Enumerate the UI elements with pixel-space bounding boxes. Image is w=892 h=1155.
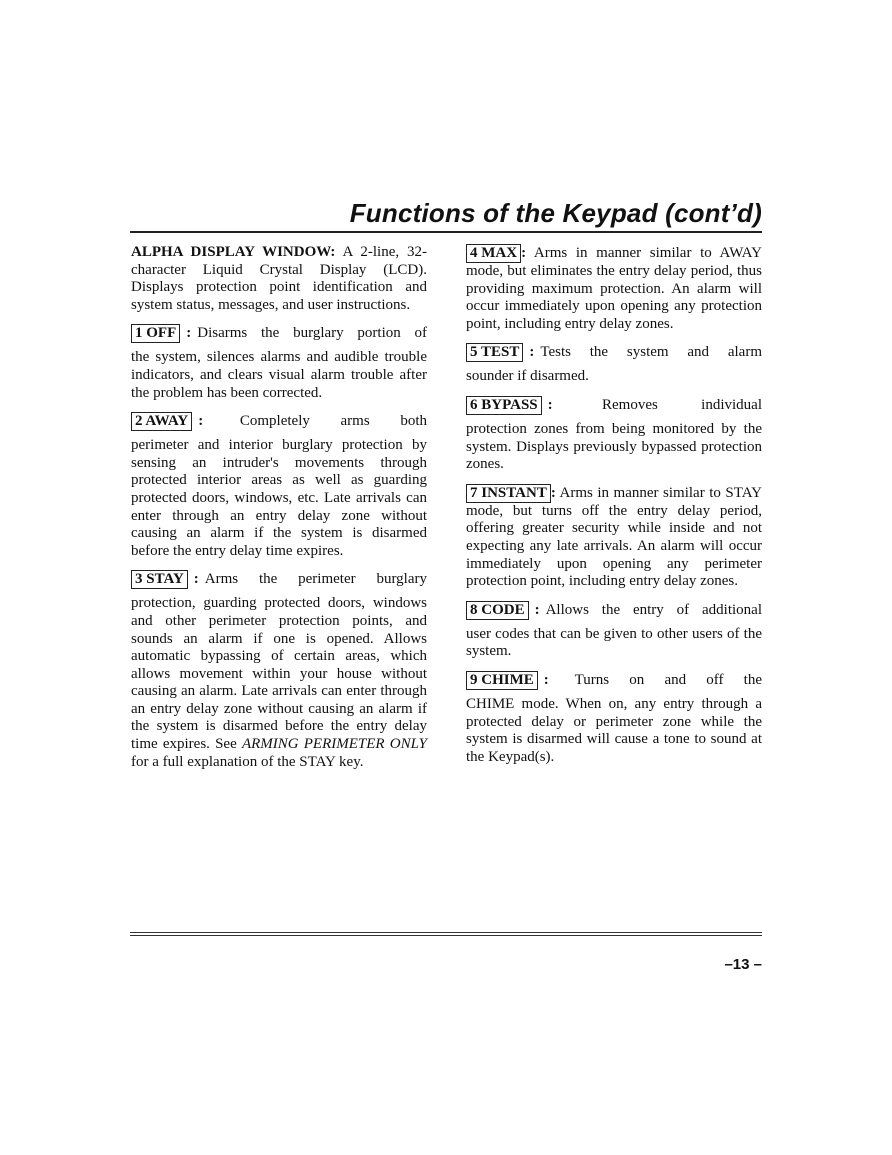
chime-key-entry: [466, 671, 762, 766]
bypass-key-entry: [466, 396, 762, 474]
stay-key-tail: for a full explanation of the STAY key.: [131, 753, 364, 770]
page-title: Functions of the Keypad (cont’d): [349, 198, 762, 228]
away-key-first: Completely arms both: [239, 413, 427, 430]
title-rule: [130, 231, 762, 233]
arming-perimeter-reference: ARMING PERIMETER ONLY: [241, 736, 427, 753]
code-key: 8 CODE: [466, 601, 529, 620]
page-number: –13 –: [724, 956, 762, 973]
code-key-colon: :: [534, 601, 540, 618]
code-key-first: Allows the entry of additional: [545, 601, 762, 618]
code-key-text: user codes that can be given to other users of the system.: [466, 625, 762, 660]
away-key-text: perimeter and interior burglary protection by sensing an intruder's movements through protected interior areas as well as guarding protected doors, windows, etc. Late arrivals can enter through an entry delay zone without causing an alarm if the system is disarmed before the entry delay time expires.: [131, 437, 427, 559]
right-column: [466, 244, 762, 776]
off-key-text: the system, silences alarms and audible trouble indicators, and clears visual alarm trouble after the problem has been corrected.: [131, 349, 427, 401]
footer-rule: [130, 932, 762, 936]
off-key-first: Disarms the burglary portion of: [197, 325, 427, 342]
off-key: 1 OFF: [131, 324, 180, 343]
stay-key-colon: :: [193, 571, 199, 588]
instant-key: 7 INSTANT: [466, 484, 551, 503]
alpha-display-text: A 2-line, 32-character Liquid Crystal Display (LCD). Displays protection point identification and system status, messages, and user instructions.: [131, 244, 427, 313]
instant-key-colon: :: [550, 484, 556, 501]
chime-key-line: [466, 671, 762, 690]
away-key-colon: :: [198, 413, 204, 430]
max-key-entry: [466, 244, 762, 333]
stay-key-first: Arms the perimeter burglary: [204, 571, 427, 588]
off-key-line: [131, 324, 427, 343]
away-key: 2 AWAY: [131, 412, 192, 431]
alpha-display-heading: ALPHA DISPLAY WINDOW:: [131, 244, 336, 260]
off-key-colon: :: [186, 325, 192, 342]
bypass-key-colon: :: [547, 396, 553, 413]
test-key-first: Tests the system and alarm: [540, 344, 762, 361]
stay-key: 3 STAY: [131, 570, 188, 589]
away-key-line: [131, 412, 427, 431]
chime-key-text: CHIME mode. When on, any entry through a protected delay or perimeter zone while the system is disarmed will cause a tone to sound at the Keypad(s).: [466, 695, 762, 765]
away-key-entry: [131, 412, 427, 560]
alpha-display-entry: [131, 244, 427, 314]
stay-key-text: [131, 595, 427, 771]
chime-key-first: Turns on and off the: [574, 671, 763, 688]
test-key-entry: [466, 343, 762, 386]
test-key-colon: :: [529, 344, 535, 361]
chime-key-colon: :: [543, 671, 549, 688]
instant-key-entry: [466, 484, 762, 591]
bypass-key-text: protection zones from being monitored by the system. Displays previously bypassed protection zones.: [466, 420, 762, 473]
off-key-entry: [131, 324, 427, 402]
bypass-key-first: Removes individual: [602, 396, 762, 413]
code-key-line: [466, 601, 762, 620]
max-key-colon: :: [521, 245, 527, 261]
stay-key-entry: [131, 570, 427, 771]
stay-key-body: protection, guarding protected doors, windows and other perimeter protection points, and sounds an alarm if one is opened. Allows automatic bypassing of certain areas, which allows movement within your house without causing an alarm. Late arrivals can enter through an entry delay zone without causing an alarm if the system is disarmed before the entry delay time expires. See: [131, 595, 427, 753]
bypass-key-line: [466, 396, 762, 415]
chime-key: 9 CHIME: [466, 671, 538, 690]
test-key-text: sounder if disarmed.: [466, 368, 589, 385]
bypass-key: 6 BYPASS: [466, 396, 542, 415]
max-key: 4 MAX: [466, 244, 521, 263]
test-key: 5 TEST: [466, 343, 523, 362]
stay-key-line: [131, 570, 427, 589]
test-key-line: [466, 343, 762, 362]
code-key-entry: [466, 601, 762, 661]
left-column: [131, 244, 427, 781]
max-key-text: Arms in manner similar to AWAY mode, but eliminates the entry delay period, thus providing maximum protection. An alarm will occur immediately upon opening any protection point, including entry delay zones.: [466, 245, 762, 332]
instant-key-text: Arms in manner similar to STAY mode, but turns off the entry delay period, offering greater security while inside and not expecting any late arrivals. An alarm will occur immediately upon opening any perimeter protection point, including entry delay zones.: [466, 484, 762, 590]
